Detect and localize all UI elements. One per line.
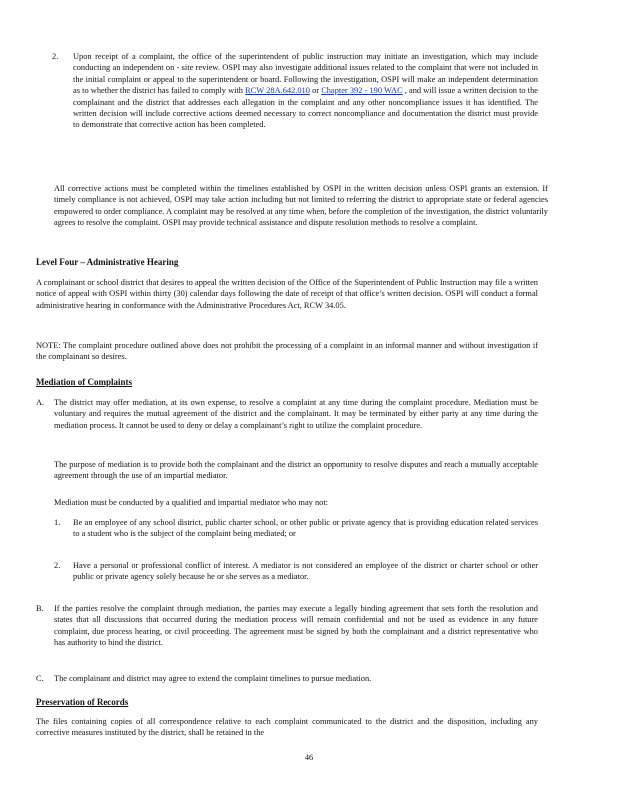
note-paragraph: NOTE: The complaint procedure outlined above does not prohibit the processing of a complaint in an informal manner and without investigation if the complainant so desires. (36, 341, 538, 362)
level-four-heading: Level Four – Administrative Hearing (36, 257, 179, 267)
preservation-heading: Preservation of Records (36, 697, 129, 707)
mediation-heading: Mediation of Complaints (36, 377, 133, 387)
item-2-text-b: or (309, 86, 322, 96)
rcw-link[interactable]: RCW 28A.642.010 (245, 86, 310, 96)
page-number: 46 (304, 753, 314, 762)
mediation-conducted-paragraph: Mediation must be conducted by a qualified and impartial mediator who may not: (54, 498, 328, 507)
item-2-text-c: , and will issue a written decision to the complainant and the district that addresses each allegation in the complaint and any other noncompliance issues it has identified. The written decision will include corrective actions deemed necessary to correct noncompliance and documentation the district must provide to demonstrate that corrective action has been completed. (73, 86, 538, 130)
wac-link[interactable]: Chapter 392 - 190 WAC (321, 86, 403, 96)
preservation-paragraph: The files containing copies of all correspondence relative to each complaint communicated to the district and the disposition, including any corrective measures instituted by the district, shall be retained in the (36, 717, 538, 738)
mediation-a-paragraph: The district may offer mediation, at its own expense, to resolve a complaint at any time during the complaint procedure. Mediation must be voluntary and requires the mutual agreement of the district and the complainant. It may be terminated by either party at any time during the mediation process. It cannot be used to deny or delay a complainant’s right to utilize the complaint procedure. (54, 398, 538, 430)
item-2-text-a: Upon receipt of a complaint, the office of the superintendent of public instruction may initiate an investigation, which may include conducting an independent on - site review. OSPI may also investigate additional issues related to the complaint that were not included in the initial complaint or appeal to the superintendent or board. Following the investigation, OSPI will make an independent determination as to whether the district has failed to comply with (73, 52, 538, 96)
level-four-paragraph: A complainant or school district that desires to appeal the written decision of the Office of the Superintendent of Public Instruction may file a written notice of appeal with OSPI within thirty (30) calendar days following the date of receipt of that office’s written decision. OSPI will conduct a formal administrative hearing in conformance with the Administrative Procedures Act, RCW 34.05. (36, 278, 538, 310)
mediation-sub2-paragraph: Have a personal or professional conflict of interest. A mediator is not considered an employee of the district or charter school or other public or private agency solely because he or she serves as a mediator. (73, 561, 538, 582)
mediation-sub1-label: 1. (54, 518, 61, 527)
mediation-b-label: B. (36, 604, 44, 613)
mediation-sub2-label: 2. (54, 561, 61, 570)
corrective-actions-paragraph: All corrective actions must be completed within the timelines established by OSPI in the written decision unless OSPI grants an extension. If timely compliance is not achieved, OSPI may take action including but not limited to referring the district to appropriate state or federal agencies empowered to order compliance. A complaint may be resolved at any time when, before the completion of the investigation, the district voluntarily agrees to resolve the complaint. OSPI may provide technical assistance and dispute resolution methods to resolve a complaint. (54, 184, 548, 228)
mediation-b-paragraph: If the parties resolve the complaint through mediation, the parties may execute a legally binding agreement that sets forth the resolution and states that all discussions that occurred during the mediation process will remain confidential and not be used as evidence in any future complaint, due process hearing, or civil proceeding. The agreement must be signed by both the complainant and a district representative who has authority to bind the district. (54, 604, 538, 648)
item-number: 2. (52, 52, 59, 61)
mediation-purpose-paragraph: The purpose of mediation is to provide both the complainant and the district an opportunity to resolve disputes and reach a mutually acceptable agreement through the use of an impartial mediator. (54, 460, 538, 481)
mediation-c-paragraph: The complainant and district may agree to extend the complaint timelines to pursue mediation. (54, 674, 372, 683)
mediation-c-label: C. (36, 674, 44, 683)
mediation-sub1-paragraph: Be an employee of any school district, public charter school, or other public or private agency that is providing education related services to a student who is the subject of the complaint being mediated; or (73, 518, 538, 539)
mediation-a-label: A. (36, 398, 45, 407)
item-2-paragraph (73, 51, 538, 131)
